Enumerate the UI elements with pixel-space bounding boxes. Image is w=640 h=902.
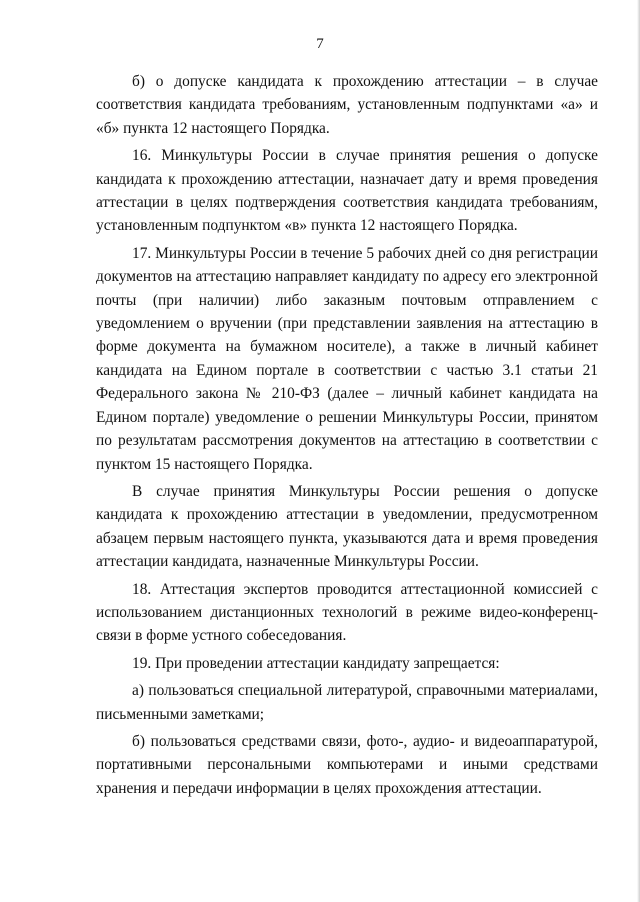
- document-body: [96, 70, 598, 804]
- paragraph-17-second: В случае принятия Минкультуры России решения о допуске кандидата к прохождению аттестации в уведомлении, предусмотренном абзацем первым настоящего пункта, указываются дата и время проведения аттестации кандидата, назначенные Минкультуры России.: [96, 482, 598, 571]
- paragraph-19: 19. При проведении аттестации кандидату запрещается:: [132, 654, 500, 672]
- paragraph-16: 16. Минкультуры России в случае принятия решения о допуске кандидата к прохождению аттестации, назначает дату и время проведения аттестации в целях подтверждения соответствия кандидата требованиям, установленным подпунктом «в» пункта 12 настоящего Порядка.: [96, 147, 598, 235]
- paragraph-19a: а) пользоваться специальной литературой, справочными материалами, письменными заметками;: [96, 682, 598, 723]
- paragraph-18: 18. Аттестация экспертов проводится аттестационной комиссией с использованием дистанционных технологий в режиме видео-конференц-связи в форме устного собеседования.: [96, 580, 598, 645]
- page-number: 7: [316, 36, 324, 52]
- paragraph-19b: б) пользоваться средствами связи, фото-, аудио- и видеоаппаратурой, портативными персональными компьютерами и иными средствами хранения и передачи информации в целях прохождения аттестации.: [96, 732, 598, 797]
- paragraph-17: 17. Минкультуры России в течение 5 рабочих дней со дня регистрации документов на аттестацию направляет кандидату по адресу его электронной почты (при наличии) либо заказным почтовым отправлением с уведомлением о вручении (при представлении заявления на аттестацию в форме документа на бумажном носителе), а также в личный кабинет кандидата на Едином портале в соответствии с частью 3.1 статьи 21 Федерального закона № 210-ФЗ (далее – личный кабинет кандидата на Едином портале) уведомление о решении Минкультуры России, принятом по результатам рассмотрения документов на аттестацию в соответствии с пунктом 15 настоящего Порядка.: [96, 244, 598, 473]
- paragraph-15b: б) о допуске кандидата к прохождению аттестации – в случае соответствия кандидата требованиям, установленным подпунктами «а» и «б» пункта 12 настоящего Порядка.: [96, 73, 598, 137]
